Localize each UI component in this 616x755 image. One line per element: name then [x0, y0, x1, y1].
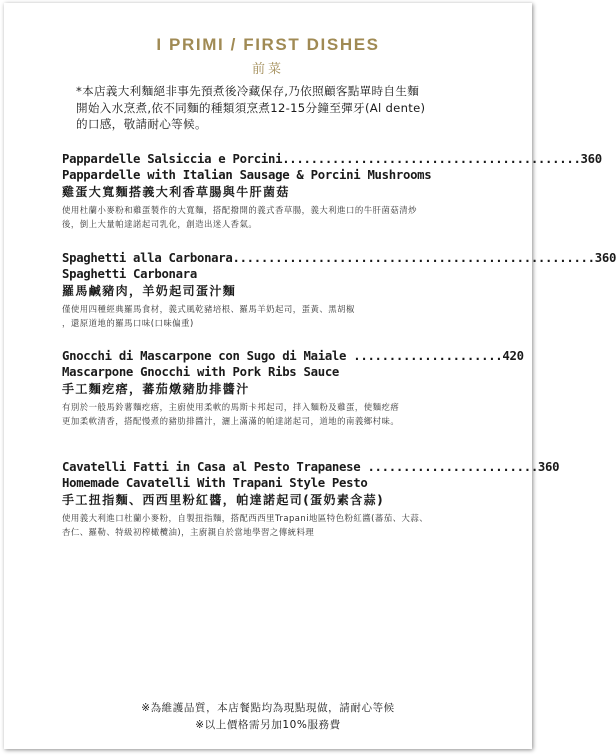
dish-chinese-name: 羅馬鹹豬肉，羊奶起司蛋汁麵 [62, 284, 237, 298]
dish-name-price: Pappardelle Salsiccia e Porcini..........................................360 [62, 152, 602, 166]
dish-name-price: Spaghetti alla Carbonara...................................................360 [62, 251, 616, 265]
footer-notes: ※為維護品質，本店餐點均為現點現做，請耐心等候 ※以上價格需另加10%服務費 [141, 702, 395, 731]
dish-chinese-name: 雞蛋大寬麵搭義大利香草腸與牛肝菌菇 [62, 185, 290, 199]
page-title: I PRIMI / FIRST DISHES [156, 35, 380, 54]
cooking-notice: *本店義大利麵絕非事先預煮後冷藏保存,乃依照顧客點單時自生麵 開始入水烹煮,依不同麵的種類須烹煮12-15分鐘至彈牙(Al dente) 的口感，敬請耐心等候。 [76, 84, 426, 131]
dish-description: 僅使用四種經典羅馬食材，義式風乾豬培根、羅馬羊奶起司，蛋黃、黑胡椒 ，還原道地的羅馬口味(口味偏重) [62, 304, 355, 328]
menu-item [62, 348, 524, 428]
dish-chinese-name: 手工麵疙瘩，蕃茄燉豬肋排醬汁 [62, 382, 250, 396]
dish-description: 使用義大利進口杜蘭小麥粉，自製扭指麵，搭配西西里Trapani地區特色粉紅醬(蕃茄、大蒜、 杏仁、羅勒、特級初榨橄欖油)，主廚親自於當地學習之傳統料理 [62, 513, 429, 537]
dish-name-price: Gnocchi di Mascarpone con Sugo di Maiale .....................420 [62, 349, 524, 363]
dish-description: 使用杜蘭小麥粉和雞蛋製作的大寬麵，搭配撥開的義式香草腸，義大利進口的牛肝菌菇清炒 後，倒上大量帕達諾起司乳化，創造出迷人香氣。 [62, 205, 417, 229]
menu-item [62, 151, 602, 231]
dish-english-name: Mascarpone Gnocchi with Pork Ribs Sauce [62, 365, 340, 379]
dish-name-price: Cavatelli Fatti in Casa al Pesto Trapanese ........................360 [62, 460, 560, 474]
menu-item [62, 250, 616, 330]
dish-english-name: Spaghetti Carbonara [62, 267, 197, 281]
page-subtitle: 前菜 [251, 62, 284, 77]
dish-chinese-name: 手工扭指麵、西西里粉紅醬，帕達諾起司(蛋奶素含蒜) [62, 493, 384, 507]
dish-description: 有別於一般馬鈴薯麵疙瘩，主廚使用柔軟的馬斯卡邦起司，拌入麵粉及雞蛋，使麵疙瘩 更加柔軟清香，搭配慢煮的豬肋排醬汁，灑上滿滿的帕達諾起司，道地的南義鄉村味。 [62, 402, 400, 426]
menu-item [62, 459, 560, 539]
menu-page [4, 3, 616, 749]
dish-english-name: Homemade Cavatelli With Trapani Style Pesto [62, 476, 368, 490]
dish-english-name: Pappardelle with Italian Sausage & Porcini Mushrooms [62, 168, 432, 182]
